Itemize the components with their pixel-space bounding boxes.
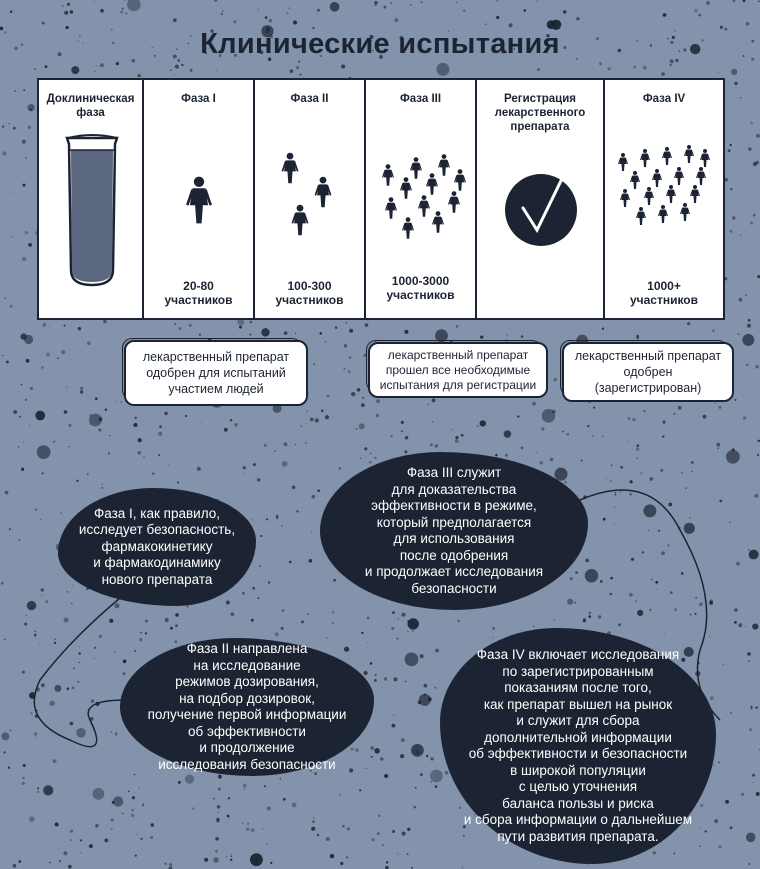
phase3-description-text: Фаза III служит для доказательства эффективности в режиме, который предполагается для использования после одобрения и продолжает исследования безопасности: [364, 465, 544, 596]
participant-label: участников: [164, 293, 233, 307]
note-passed-tests: лекарственный препарат прошел все необходимые испытания для регистрации: [368, 342, 548, 398]
phase4-description: [440, 628, 716, 864]
phase-title: Фаза III: [399, 93, 442, 105]
page-title: Клинические испытания: [200, 28, 560, 60]
phase-title: Фаза II: [290, 93, 329, 105]
note-human-trials: лекарственный препарат одобрен для испытаний участием людей: [124, 340, 308, 406]
participant-label: участников: [629, 293, 699, 307]
phase-title: Фаза IV: [642, 93, 686, 105]
participant-count: 20-80: [183, 279, 214, 293]
phase1-description: [58, 488, 256, 606]
participant-label: участников: [275, 293, 344, 307]
participant-count: 1000+: [647, 279, 681, 293]
phase4-description-text: Фаза IV включает исследования по зарегистрированным показаниям после того, как препарат вышел на рынок и служит для сбора дополнительной информации об эффективности и безопасности в широкой популяции с целью уточнения баланса пользы и риска и сбора информации о дальнейшем пути развития препарата.: [463, 647, 693, 844]
phase1-description-text: Фаза I, как правило, исследует безопасность, фармакокинетику и фармакодинамику нового препарата: [78, 505, 236, 587]
note-approved: лекарственный препарат одобрен (зарегистрирован): [562, 342, 734, 402]
phase2-description-text: Фаза II направлена на исследование режимов дозирования, на подбор дозировок, получение первой информации об эффективности и продолжение исследования безопасности: [147, 641, 347, 772]
participant-label: участников: [386, 288, 455, 302]
participant-count: 1000-3000: [391, 274, 450, 288]
phase-title: Фаза I: [181, 93, 216, 105]
phase-title: Регистрация лекарственного препарата: [494, 93, 586, 133]
phase2-description: [120, 638, 374, 776]
participant-count: 100-300: [287, 279, 332, 293]
phase-title: Доклиническая фаза: [46, 93, 135, 119]
